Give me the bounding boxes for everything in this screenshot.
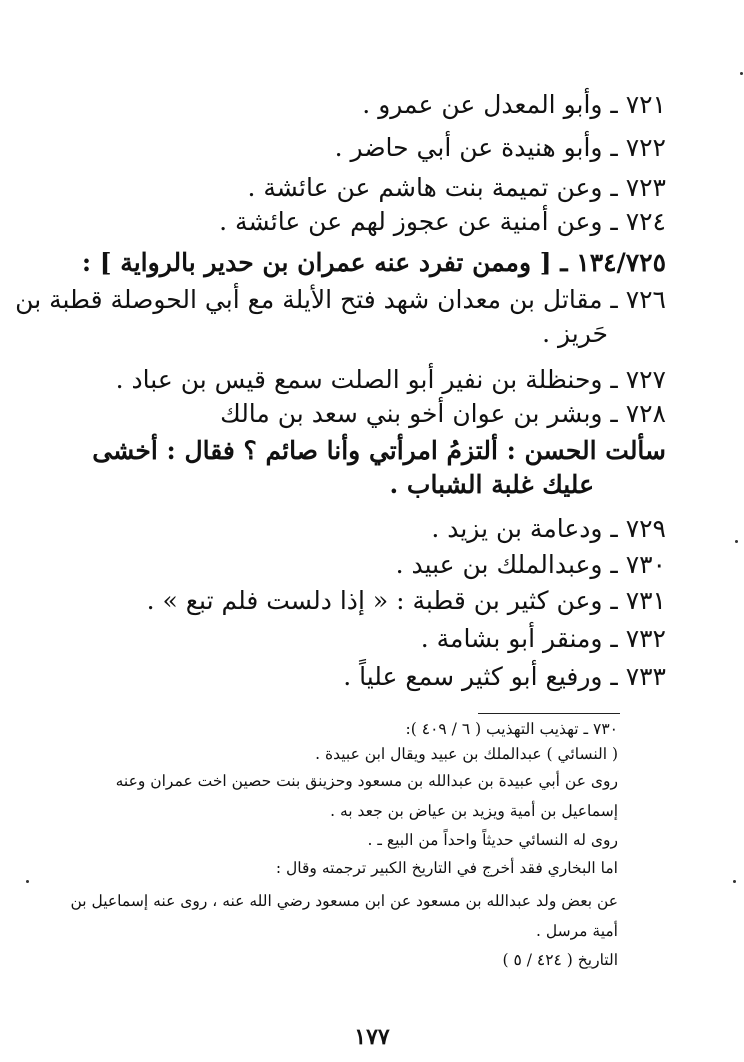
page-number: ١٧٧ [354,1024,390,1050]
footnote-heading: ٧٣٠ ـ تهذيب التهذيب ( ٦ / ٤٠٩ ): [405,720,618,738]
entry-724: ٧٢٤ ـ وعن أمنية عن عجوز لهم عن عائشة . [219,207,666,236]
entry-728: ٧٢٨ ـ وبشر بن عوان أخو بني سعد بن مالك [220,399,666,428]
entry-726: ٧٢٦ ـ مقاتل بن معدان شهد فتح الأيلة مع أبي الحوصلة قطبة بن [15,285,666,314]
entry-728-quote: سألت الحسن : ألتزمُ امرأتي وأنا صائم ؟ فقال : أخشى [92,436,666,465]
footnote-line: التاريخ ( ٤٢٤ / ٥ ) [502,951,618,969]
footnote-line: روى له النسائي حديثاً واحداً من البيع ـ . [367,831,618,849]
footnote-line: ( النسائي ) عبدالملك بن عبيد ويقال ابن عبيدة . [315,745,618,763]
entry-727: ٧٢٧ ـ وحنظلة بن نفير أبو الصلت سمع قيس بن عباد . [115,365,666,394]
footnote-line: أمية مرسل . [536,922,618,940]
entry-726-continued: حَريز . [542,319,608,348]
entry-723: ٧٢٣ ـ وعن تميمة بنت هاشم عن عائشة . [247,173,666,202]
entry-729: ٧٢٩ ـ ودعامة بن يزيد . [431,514,666,543]
entry-731: ٧٣١ ـ وعن كثير بن قطبة : « إذا دلست فلم تبع » . [146,586,666,615]
footnote-line: عن بعض ولد عبدالله بن مسعود عن ابن مسعود رضي الله عنه ، روى عنه إسماعيل بن [70,892,618,910]
scan-speck [735,540,738,543]
scan-speck [740,72,743,75]
entry-728-quote-end: عليك غلبة الشباب . [389,470,594,499]
entry-732: ٧٣٢ ـ ومنقر أبو بشامة . [420,624,666,653]
entry-722: ٧٢٢ ـ وأبو هنيدة عن أبي حاضر . [334,133,666,162]
footnote-divider [478,713,620,714]
footnote-line: اما البخاري فقد أخرج في التاريخ الكبير ترجمته وقال : [275,859,618,877]
footnote-line: روى عن أبي عبيدة بن عبدالله بن مسعود وحزينق بنت حصين اخت عمران وعنه [115,772,618,790]
entry-725-heading: ١٣٤/٧٢٥ ـ [ وممن تفرد عنه عمران بن حدير بالرواية ] : [81,248,666,277]
entry-721: ٧٢١ ـ وأبو المعدل عن عمرو . [362,90,666,119]
scan-speck [26,880,29,883]
entry-730: ٧٣٠ ـ وعبدالملك بن عبيد . [395,550,666,579]
footnote-line: إسماعيل بن أمية ويزيد بن عياض بن جعد به . [330,802,618,820]
entry-733: ٧٣٣ ـ ورفيع أبو كثير سمع علياً . [343,662,666,691]
scan-speck [733,880,736,883]
